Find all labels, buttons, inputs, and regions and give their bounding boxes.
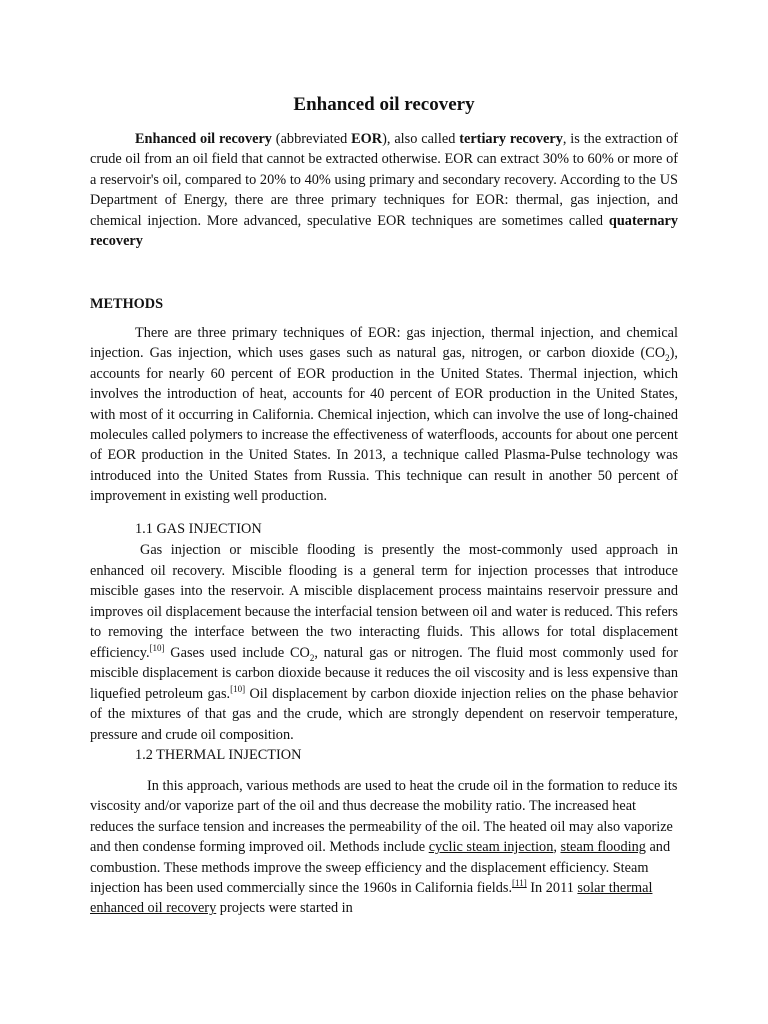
thermal-separator: ,: [553, 839, 561, 856]
intro-body: , is the extraction of crude oil from an oil field that cannot be extracted otherwise. EOR can extract 30% to 60% or more of a reservoir's oil, compared to 20% to 40% using primary and secondary recovery. According to the US Department of Energy, there are three primary techniques for EOR: thermal, gas injection, and chemical injection. More advanced, speculative EOR techniques are sometimes called: [90, 131, 678, 229]
gas-text-3: , natural gas or nitrogen. The fluid most commonly used for miscible displacement is carbon dioxide because it reduces the oil viscosity and is less expensive than liquefied petroleum gas.: [90, 644, 678, 702]
gas-reference-2[interactable]: [10]: [230, 683, 246, 694]
thermal-text-2: and combustion. These methods improve the sweep efficiency and the displacement efficiency. Steam injection has been used commercially since the 1960s in California fields.: [90, 839, 671, 897]
page-title: Enhanced oil recovery: [293, 94, 475, 115]
thermal-text-4: projects were started in: [216, 900, 353, 917]
thermal-injection-heading: 1.2 THERMAL INJECTION: [135, 747, 302, 763]
intro-quaternary: quaternary recovery: [90, 212, 678, 250]
steam-flooding-link[interactable]: steam flooding: [560, 839, 646, 856]
gas-injection-paragraph: [90, 540, 678, 745]
gas-subscript: 2: [309, 652, 315, 663]
methods-heading: METHODS: [90, 296, 164, 312]
thermal-text-3: In 2011: [526, 880, 578, 897]
gas-text-2: Gases used include CO: [164, 644, 310, 661]
methods-text-1: There are three primary techniques of EOR: gas injection, thermal injection, and chemical injection. Gas injection, which uses gases such as natural gas, nitrogen, or carbon dioxide (CO: [90, 325, 678, 362]
intro-tertiary: tertiary recovery: [459, 131, 563, 147]
gas-text-4: Oil displacement by carbon dioxide injection relies on the phase behavior of the mixtures of that gas and the crude, which are strongly dependent on reservoir temperature, pressure and crude oil composition.: [90, 685, 678, 743]
intro-abbr: EOR: [351, 131, 383, 147]
solar-thermal-eor-link[interactable]: solar thermal enhanced oil recovery: [90, 880, 653, 917]
thermal-reference[interactable]: [11]: [512, 878, 527, 889]
cyclic-steam-injection-link[interactable]: cyclic steam injection: [428, 839, 554, 856]
methods-paragraph: [90, 323, 678, 507]
gas-text-1: Gas injection or miscible flooding is presently the most-commonly used approach in enhanced oil recovery. Miscible flooding is a general term for injection processes that introduce miscible gases into the reservoir. A miscible displacement process maintains reservoir pressure and improves oil displacement because the interfacial tension between oil and water is reduced. This refers to removing the interface between the two interacting fluids. This allows for total displacement efficiency.: [90, 542, 678, 661]
thermal-text-1: In this approach, various methods are used to heat the crude oil in the formation to reduce its viscosity and/or vaporize part of the oil and thus decrease the mobility ratio. The increased heat reduces the surface tension and increases the permeability of the oil. The heated oil may also vaporize and then condense forming improved oil. Methods include: [90, 778, 678, 856]
thermal-injection-paragraph: [90, 776, 680, 919]
intro-paragraph: [90, 129, 678, 251]
intro-also-called: ), also called: [382, 131, 460, 147]
intro-abbr-prefix: (abbreviated: [271, 131, 352, 147]
methods-text-2: ), accounts for nearly 60 percent of EOR production in the United States. Thermal injection, which involves the introduction of heat, accounts for 40 percent of EOR production in the United States, with most of it occurring in California. Chemical injection, which can involve the use of long-chained molecules called polymers to increase the effectiveness of waterfloods, accounts for about one percent of EOR production in the United States. In 2013, a technique called Plasma-Pulse technology was introduced into the United States from Russia. This technique can result in another 50 percent of improvement in existing well production.: [90, 345, 678, 505]
gas-injection-heading: 1.1 GAS INJECTION: [135, 521, 262, 537]
methods-subscript: 2: [665, 353, 670, 364]
gas-reference-1[interactable]: [10]: [149, 642, 165, 653]
intro-term: Enhanced oil recovery: [135, 131, 272, 147]
